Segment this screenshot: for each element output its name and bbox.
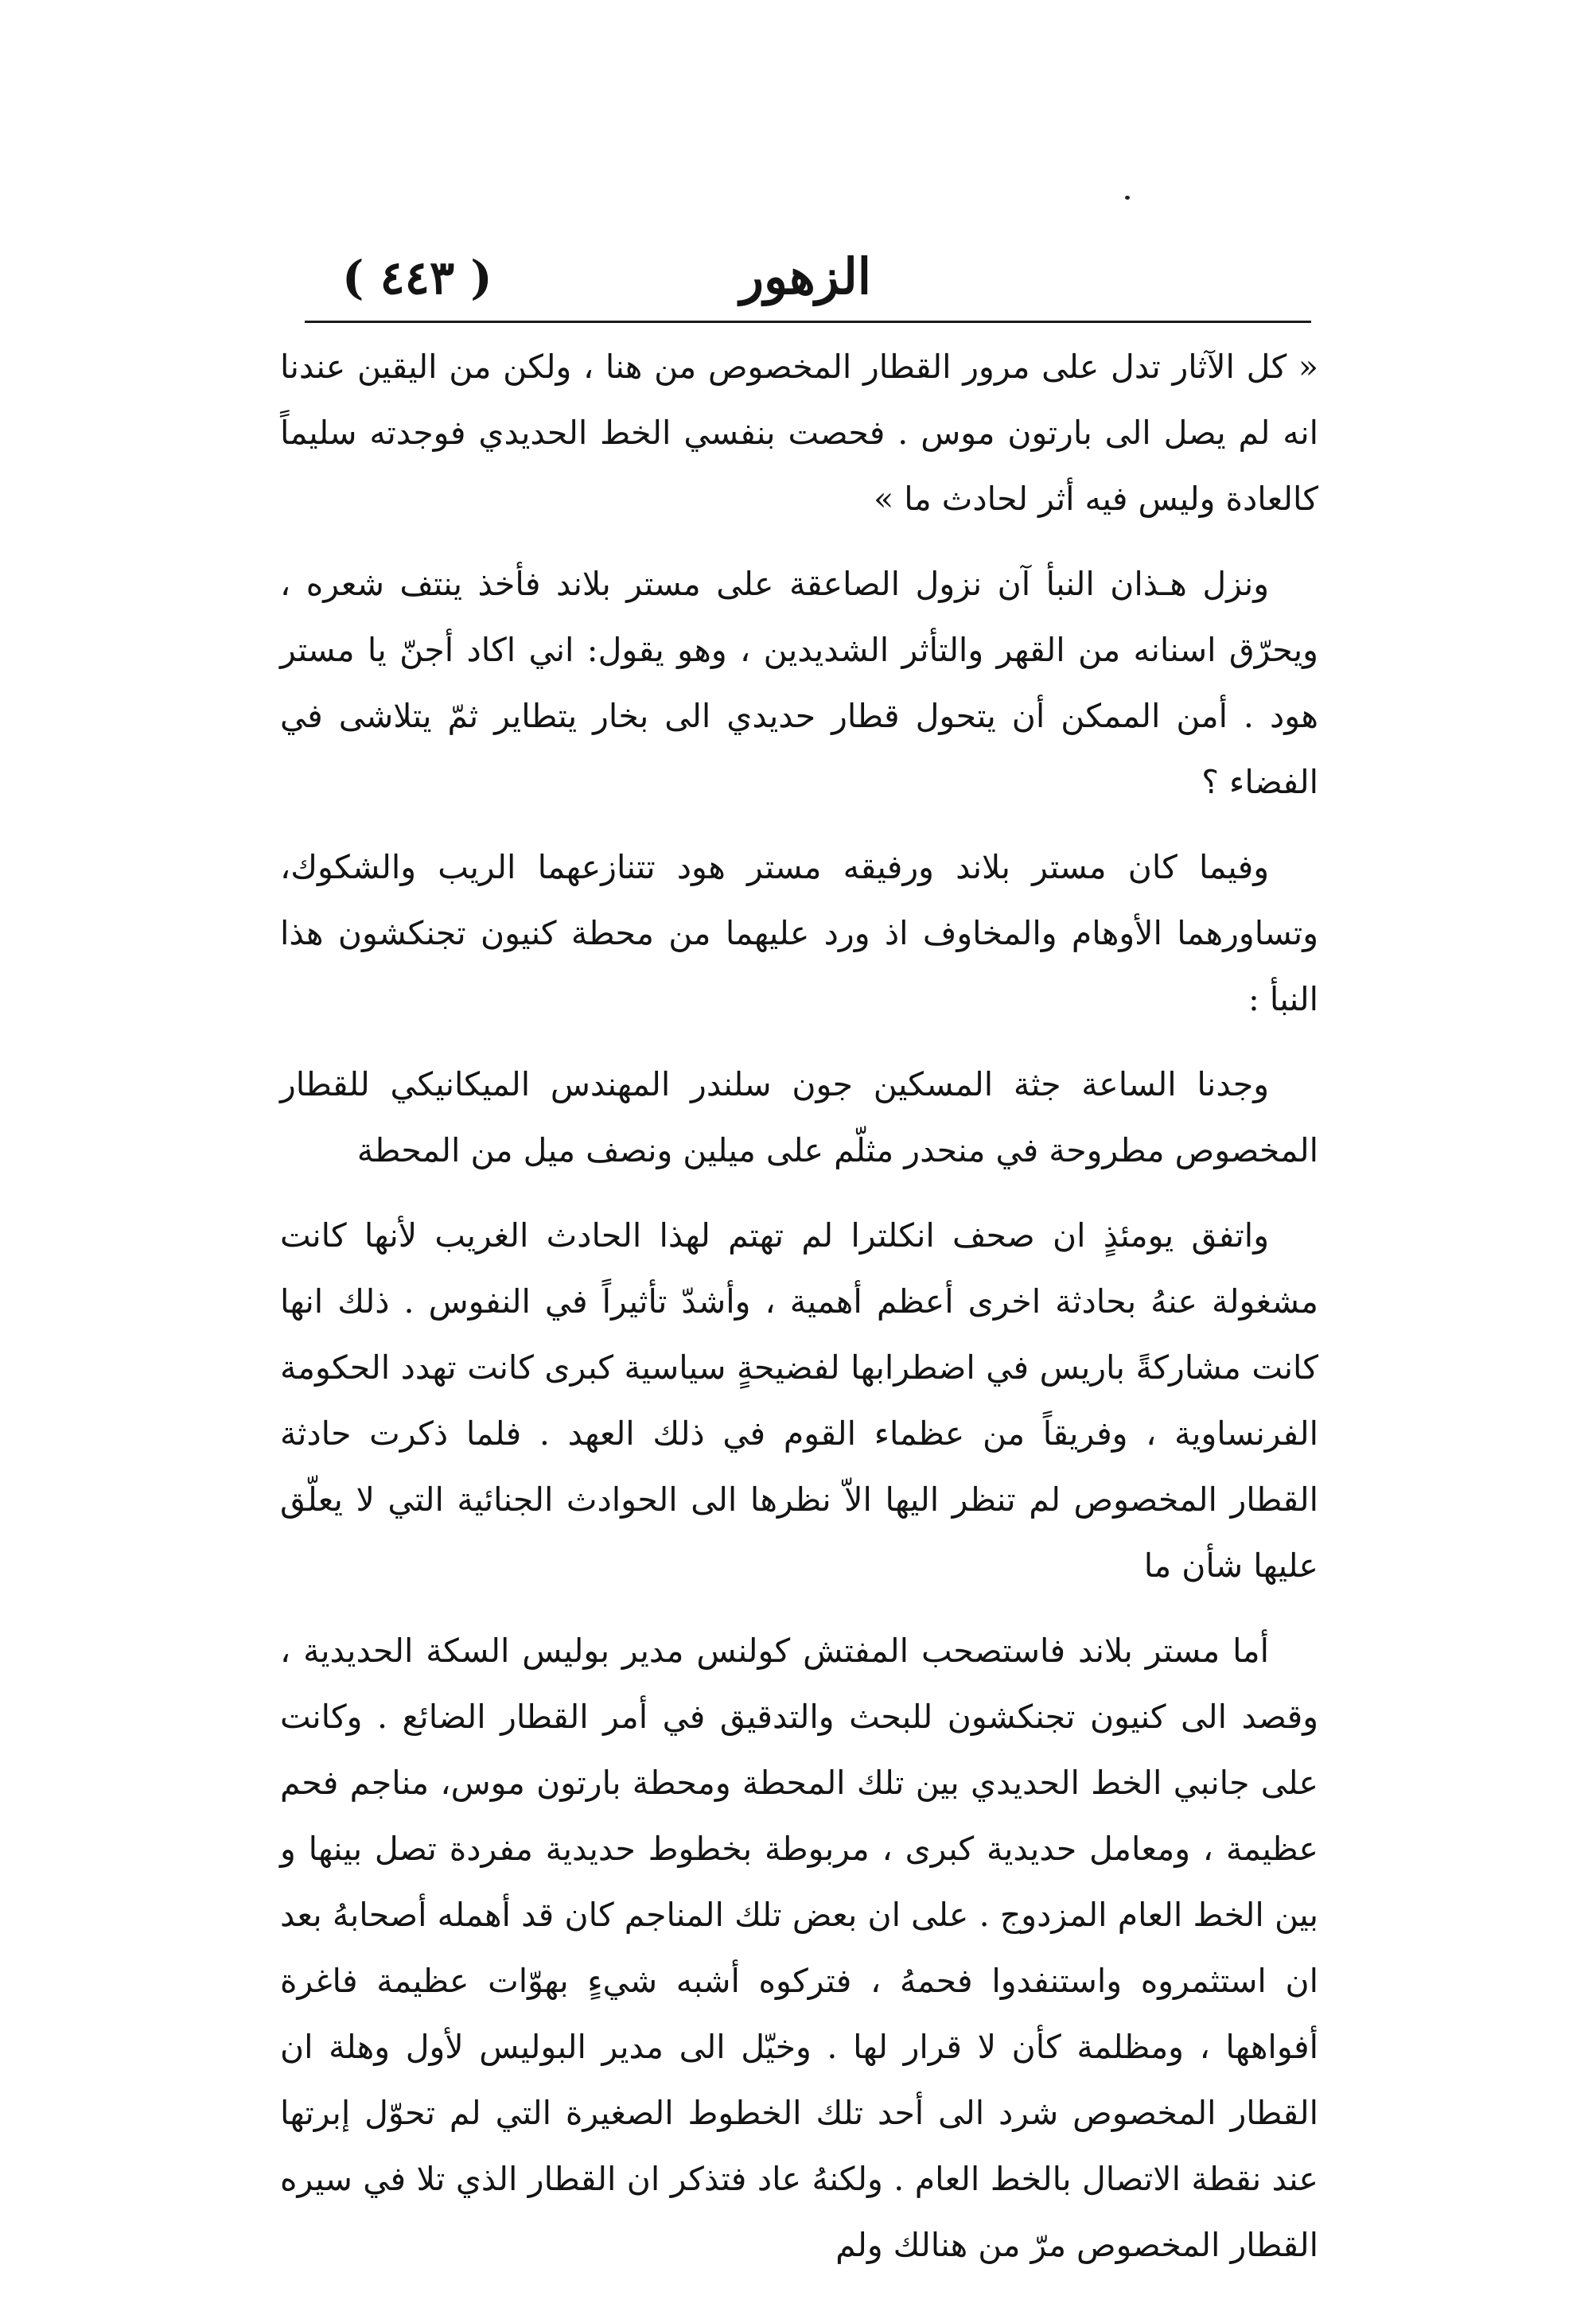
paragraph-1: « كل الآثار تدل على مرور القطار المخصوص من هنا ، ولكن من اليقين عندنا انه لم يصل الى بارتون موس . فحصت بنفسي الخط الحديدي فوجدته سليماً كالعادة وليس فيه أثر لحادث ما » [280, 348, 1318, 518]
page-header [310, 243, 1305, 314]
scan-speck [1125, 196, 1130, 200]
paragraph-4: وجدنا الساعة جثة المسكين جون سلندر المهندس الميكانيكي للقطار المخصوص مطروحة في منحدر مثلّم على ميلين ونصف ميل من المحطة [280, 1065, 1318, 1169]
paragraph-2: ونزل هـذان النبأ آن نزول الصاعقة على مستر بلاند فأخذ ينتف شعره ، ويحرّق اسنانه من القهر والتأثر الشديدين ، وهو يقول: اني اكاد أجنّ يا مستر هود . أمن الممكن أن يتحول قطار حديدي الى بخار يتطاير ثمّ يتلاشى في الفضاء ؟ [280, 565, 1318, 801]
header-rule [305, 321, 1311, 323]
paragraph-6: أما مستر بلاند فاستصحب المفتش كولنس مدير بوليس السكة الحديدية ، وقصد الى كنيون تجنكشون للبحث والتدقيق في أمر القطار الضائع . وكانت على جانبي الخط الحديدي بين تلك المحطة ومحطة بارتون موس، مناجم فحم عظيمة ، ومعامل حديدية كبرى ، مربوطة بخطوط حديدية مفردة تصل بينها و بين الخط العام المزدوج . على ان بعض تلك المناجم كان قد أهمله أصحابهُ بعد ان استثمروه واستنفدوا فحمهُ ، فتركوه أشبه شيءٍ بهوّات عظيمة فاغرة أفواهها ، ومظلمة كأن لا قرار لها . وخيّل الى مدير البوليس لأول وهلة ان القطار المخصوص شرد الى أحد تلك الخطوط الصغيرة التي لم تحوّل إبرتها عند نقطة الاتصال بالخط العام . ولكنهُ عاد فتذكر ان القطار الذي تلا في سيره القطار المخصوص مرّ من هنالك ولم [280, 1632, 1318, 2264]
body-text [280, 334, 1318, 2297]
page-number: ( ٤٤٣ ) [342, 251, 492, 305]
paragraph-3: وفيما كان مستر بلاند ورفيقه مستر هود تتنازعهما الريب والشكوك، وتساورهما الأوهام والمخاوف اذ ورد عليهما من محطة كنيون تجنكشون هذا النبأ : [280, 848, 1318, 1018]
running-title: الزهور [740, 247, 871, 305]
paragraph-5: واتفق يومئذٍ ان صحف انكلترا لم تهتم لهذا الحادث الغريب لأنها كانت مشغولة عنهُ بحادثة اخرى أعظم أهمية ، وأشدّ تأثيراً في النفوس . ذلك انها كانت مشاركةً باريس في اضطرابها لفضيحةٍ سياسية كبرى كانت تهدد الحكومة الفرنساوية ، وفريقاً من عظماء القوم في ذلك العهد . فلما ذكرت حادثة القطار المخصوص لم تنظر اليها الاّ نظرها الى الحوادث الجنائية التي لا يعلّق عليها شأن ما [280, 1216, 1318, 1585]
